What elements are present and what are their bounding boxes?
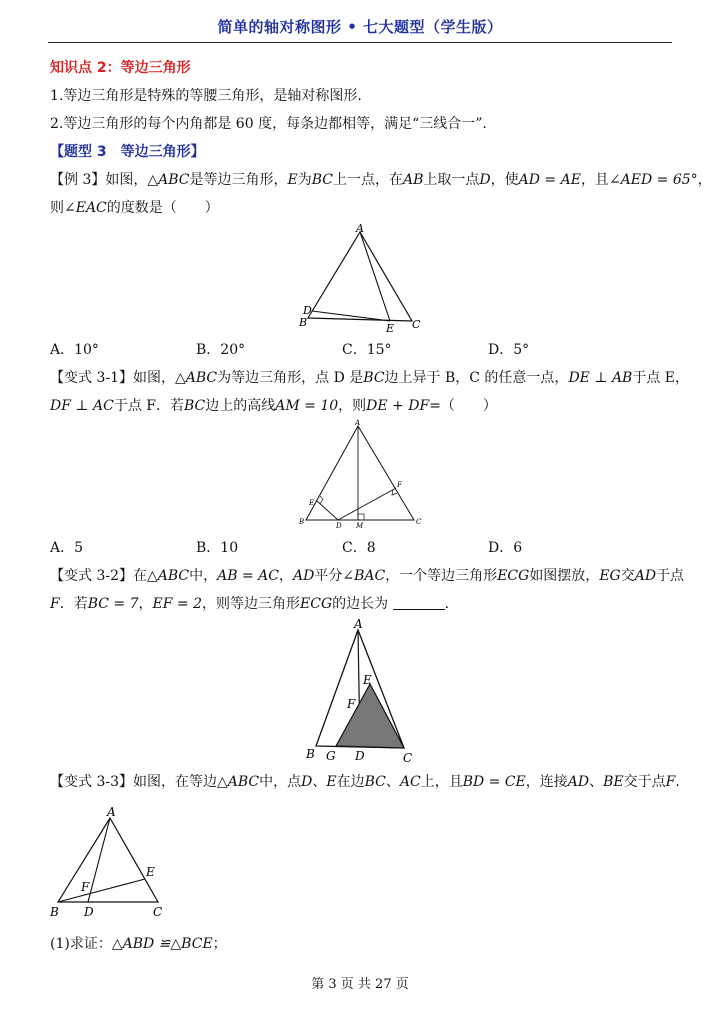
text: . <box>675 774 680 790</box>
segment-df <box>338 488 396 520</box>
label-d: D <box>336 522 342 530</box>
math: △ABD ≌△BCE <box>111 936 213 952</box>
text: ．若 <box>59 596 88 612</box>
math: AD = AE <box>518 172 581 188</box>
variant-3-2-tag: 【变式 3-2】 <box>50 568 133 584</box>
text: 于点 <box>656 568 685 584</box>
math: D <box>301 774 313 790</box>
text: ， <box>138 596 153 612</box>
text: . <box>444 596 450 612</box>
math: AC <box>399 774 421 790</box>
variant-3-3-line-1 <box>50 772 680 792</box>
label-c: C <box>416 518 422 526</box>
text: 如图， <box>133 370 175 386</box>
variant-3-2-line-1 <box>50 566 685 586</box>
segment-be <box>58 879 145 902</box>
math: BC <box>184 398 206 414</box>
math: AM = 10 <box>275 398 339 414</box>
math: E <box>326 774 337 790</box>
text: ，一个等边三角形 <box>385 568 498 584</box>
option-a[interactable]: A．5 <box>50 540 84 556</box>
text: 平分 <box>314 568 343 584</box>
text: 于点 F．若 <box>113 398 184 414</box>
math: AD <box>293 568 315 584</box>
text: ； <box>212 936 227 952</box>
label-f: F <box>397 481 402 489</box>
label-a: A <box>355 419 361 427</box>
math: AB = AC <box>217 568 279 584</box>
text: ， <box>279 568 293 584</box>
text: 在 <box>133 568 147 584</box>
triangle-abc <box>308 232 412 321</box>
text: 为 <box>297 172 312 188</box>
label-b: B <box>299 518 305 526</box>
text: 上，且 <box>420 774 463 790</box>
text: 于点 E， <box>632 370 690 386</box>
math: ECG <box>300 596 333 612</box>
option-a[interactable]: A．10° <box>50 342 99 358</box>
text: ，则等边三角形 <box>202 596 301 612</box>
text: ，则 <box>338 398 367 414</box>
option-d[interactable]: D．5° <box>488 342 530 358</box>
math: BE <box>603 774 624 790</box>
text: 如图摆放， <box>529 568 600 584</box>
label-e: E <box>363 673 372 687</box>
math: DE ⊥ AB <box>568 370 633 386</box>
right-angle-m <box>358 514 364 520</box>
math: BC = 7 <box>87 596 139 612</box>
label-a: A <box>356 222 364 235</box>
math: AD <box>567 774 590 790</box>
text: 的度数是（ ） <box>106 200 219 216</box>
math: DF ⊥ AC <box>50 398 114 414</box>
label-e: E <box>386 322 395 335</box>
math: BD = CE <box>462 774 526 790</box>
text: 中， <box>189 568 218 584</box>
text: ，且 <box>580 172 609 188</box>
variant-3-2-figure <box>298 616 428 768</box>
math: D <box>479 172 491 188</box>
knowledge-title <box>50 58 680 78</box>
label-e: E <box>146 865 155 879</box>
math: EF = 2 <box>152 596 203 612</box>
text: ，连接 <box>525 774 568 790</box>
math: E <box>287 172 298 188</box>
math: F <box>665 774 676 790</box>
label-c: C <box>412 318 421 331</box>
label-a: A <box>354 617 363 631</box>
right-angle-e <box>320 496 323 504</box>
option-b[interactable]: B．20° <box>196 342 246 358</box>
label-a: A <box>107 805 116 819</box>
text: 如图，在等边 <box>133 774 217 790</box>
math: △ABC <box>217 774 260 790</box>
text: ， <box>697 172 712 188</box>
text: 则 <box>50 200 64 216</box>
text: 如图， <box>105 172 148 188</box>
variant-3-3-figure <box>46 800 176 924</box>
math: AB <box>403 172 424 188</box>
math: F <box>50 596 60 612</box>
math: AD <box>634 568 657 584</box>
math: EG <box>599 568 621 584</box>
variant-3-1-tag: 【变式 3-1】 <box>50 370 133 386</box>
knowledge-heading: 知识点 2：等边三角形 <box>50 60 191 76</box>
example-3-tag: 【例 3】 <box>50 172 106 188</box>
variant-3-2-line-2 <box>50 594 680 614</box>
label-b: B <box>299 316 308 329</box>
label-c: C <box>153 905 163 919</box>
variant-3-1-line-2 <box>50 396 680 416</box>
text: 中，点 <box>259 774 302 790</box>
knowledge-point-2: 2.等边三角形的每个内角都是 60 度，每条边都相等，满足“三线合一”. <box>50 116 487 132</box>
text: 、 <box>312 774 327 790</box>
variant-3-3-question-1 <box>50 934 680 954</box>
text: =（ ） <box>429 398 497 414</box>
text: 上取一点 <box>423 172 480 188</box>
variant-3-3-tag: 【变式 3-3】 <box>50 774 133 790</box>
math: △ABC <box>175 370 218 386</box>
text: 、 <box>385 774 400 790</box>
math: ∠EAC <box>64 200 107 216</box>
math: BC <box>364 774 386 790</box>
example-3-figure <box>290 222 430 336</box>
page-footer: 第 3 页 共 27 页 <box>311 977 409 992</box>
variant-3-1-figure <box>296 416 428 530</box>
text: 为等边三角形，点 D 是 <box>217 370 364 386</box>
math: BC <box>311 172 333 188</box>
math: DE + DF <box>366 398 430 414</box>
label-m: M <box>356 522 364 530</box>
label-d: D <box>84 905 94 919</box>
page-title: 简单的轴对称图形 • 七大题型（学生版） <box>217 18 503 36</box>
triangle-ecg <box>336 684 404 748</box>
label-b: B <box>306 747 315 761</box>
topic-title: 【题型 3 等边三角形】 <box>50 144 205 160</box>
variant-3-1-line-1 <box>50 368 690 388</box>
topic-heading <box>50 142 680 162</box>
knowledge-point-1: 1.等边三角形是特殊的等腰三角形，是轴对称图形. <box>50 88 362 104</box>
text: 是等边三角形， <box>189 172 288 188</box>
math: △ABC <box>147 568 190 584</box>
text: (1)求证： <box>50 936 112 952</box>
option-c[interactable]: C．15° <box>342 342 392 358</box>
label-d: D <box>303 304 312 317</box>
math: ∠BAC <box>342 568 386 584</box>
math: △ABC <box>147 172 190 188</box>
page-header <box>48 0 672 43</box>
text: 交 <box>620 568 635 584</box>
option-b[interactable]: B．10 <box>196 540 239 556</box>
text: 交于点 <box>623 774 666 790</box>
math: ECG <box>497 568 530 584</box>
label-b: B <box>50 905 59 919</box>
text: 的边长为 <box>332 596 389 612</box>
text: 边上异于 B，C 的任意一点， <box>384 370 569 386</box>
label-e: E <box>309 499 315 507</box>
label-f: F <box>347 697 356 711</box>
text: ，使 <box>490 172 519 188</box>
label-f: F <box>81 880 90 894</box>
option-d[interactable]: D．6 <box>488 540 523 556</box>
triangle-abc <box>58 818 158 902</box>
answer-blank[interactable] <box>393 595 445 610</box>
text: 边上的高线 <box>205 398 276 414</box>
math: ∠AED = 65° <box>608 172 698 188</box>
text: 在边 <box>336 774 365 790</box>
option-c[interactable]: C．8 <box>342 540 376 556</box>
text: 上一点，在 <box>333 172 403 188</box>
label-g: G <box>326 749 336 763</box>
label-d: D <box>355 749 365 763</box>
example-3-line-1 <box>50 170 712 190</box>
example-3-line-2 <box>50 198 680 218</box>
label-c: C <box>403 751 413 765</box>
text: 、 <box>589 774 604 790</box>
math: BC <box>363 370 385 386</box>
